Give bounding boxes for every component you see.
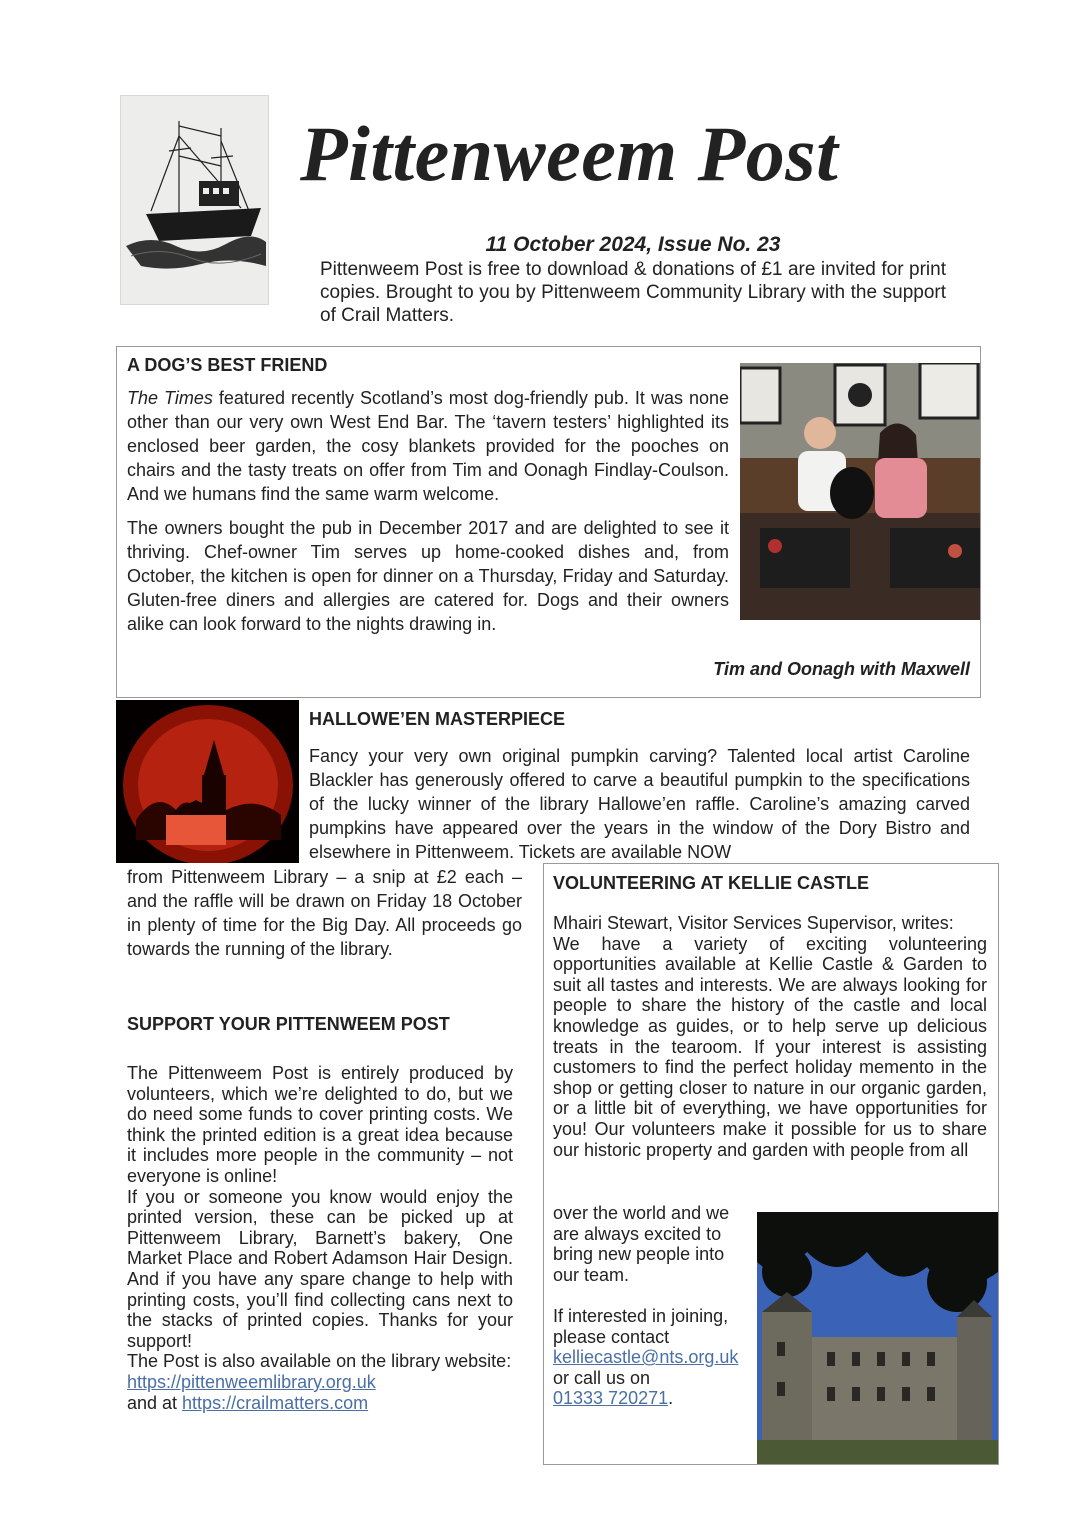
issue-line: 11 October 2024, Issue No. 23 bbox=[485, 233, 781, 256]
library-website-link[interactable]: https://pittenweemlibrary.org.uk bbox=[127, 1371, 376, 1392]
crail-matters-link[interactable]: https://crailmatters.com bbox=[182, 1392, 369, 1413]
support-paragraph-2: If you or someone you know would enjoy the printed version, these can be picked up at Pittenweem Library, Barnett’s bakery, One Market Place and Robert Adamson Hair Design. And if you have any spare change to help with printing costs, you’ll find collecting cans next to the stacks of printed copies. Thanks for your support! bbox=[127, 1186, 513, 1351]
kellie-side-text bbox=[553, 1203, 751, 1409]
support-paragraph-3: The Post is also available on the library website: bbox=[127, 1351, 512, 1372]
support-body bbox=[127, 1063, 513, 1413]
kellie-contact-intro: If interested in joining, please contact bbox=[553, 1305, 729, 1347]
dog-article-heading: A DOG’S BEST FRIEND bbox=[127, 355, 328, 375]
kellie-castle-photo bbox=[757, 1212, 998, 1464]
fishing-boat-illustration bbox=[120, 95, 269, 305]
kellie-paragraph-continued: over the world and we are always excited to bring new people into our team. bbox=[553, 1203, 730, 1285]
dog-article-body bbox=[127, 386, 729, 636]
intro-text: Pittenweem Post is free to download & donations of £1 are invited for print copies. Brought to you by Pittenweem Community Library with the support of Crail Matters. bbox=[320, 259, 946, 326]
pumpkin-carving-photo bbox=[116, 700, 299, 863]
kellie-byline: Mhairi Stewart, Visitor Services Supervisor, writes: bbox=[553, 913, 954, 933]
and-at-text: and at bbox=[127, 1392, 183, 1413]
dog-paragraph-1-text: featured recently Scotland’s most dog-friendly pub. It was none other than our very own West End Bar. The ‘tavern testers’ highlighted its enclosed beer garden, the cosy blankets provided for the pooches on chairs and the tasty treats on offer from Tim and Oonagh Findlay-Coulson. And we humans find the same warm welcome. bbox=[127, 388, 730, 504]
halloween-paragraph: Fancy your very own original pumpkin carving? Talented local artist Caroline Blackler has generously offered to carve a beautiful pumpkin to the specifications of the lucky winner of the library Hallowe’en raffle. Caroline’s amazing carved pumpkins have appeared over the years in the window of the Dory Bistro and elsewhere in Pittenweem. Tickets are available NOW bbox=[309, 746, 970, 862]
the-times-title: The Times bbox=[127, 388, 213, 408]
dog-paragraph-1 bbox=[127, 386, 729, 506]
dog-paragraph-2: The owners bought the pub in December 2017 and are delighted to see it thriving. Chef-owner Tim serves up home-cooked dishes and, from October, the kitchen is open for dinner on a Thursday, Friday and Saturday. Gluten-free diners and allergies are catered for. Dogs and their owners alike can look forward to the nights drawing in. bbox=[127, 518, 729, 634]
support-heading: SUPPORT YOUR PITTENWEEM POST bbox=[127, 1014, 450, 1034]
newsletter-title: Pittenweem Post bbox=[300, 110, 839, 197]
pub-photo bbox=[740, 363, 980, 620]
kellie-paragraph-1: We have a variety of exciting volunteering opportunities available at Kellie Castle & Garden to suit all tastes and interests. We are always looking for people to share the history of the castle and local knowledge as guides, or to help serve up delicious treats in the tearoom. If your interest is assisting customers to find the perfect holiday memento in the shop or getting closer to nature in our organic garden, or a little bit of everything, we have opportunities for you! Our volunteers make it possible for us to share our historic property and garden with people from all bbox=[553, 933, 987, 1160]
support-paragraph-1: The Pittenweem Post is entirely produced by volunteers, which we’re delighted to do, but we do need some funds to cover printing costs. We think the printed edition is a great idea because it includes more people in the community – not everyone is online! bbox=[127, 1063, 513, 1186]
halloween-paragraph-continued: from Pittenweem Library – a snip at £2 each – and the raffle will be drawn on Friday 18 October in plenty of time for the Big Day. All proceeds go towards the running of the library. bbox=[127, 867, 522, 959]
kellie-or-call: or call us on bbox=[553, 1367, 651, 1388]
photo-caption: Tim and Oonagh with Maxwell bbox=[713, 659, 970, 679]
kellie-heading: VOLUNTEERING AT KELLIE CASTLE bbox=[553, 873, 870, 893]
kellie-phone-link[interactable]: 01333 720271 bbox=[553, 1388, 669, 1409]
kellie-body bbox=[553, 913, 987, 1160]
kellie-email-link[interactable]: kelliecastle@nts.org.uk bbox=[553, 1347, 739, 1368]
kellie-period: . bbox=[668, 1388, 674, 1409]
halloween-heading: HALLOWE’EN MASTERPIECE bbox=[309, 709, 566, 729]
fishing-boat-icon bbox=[121, 96, 268, 304]
